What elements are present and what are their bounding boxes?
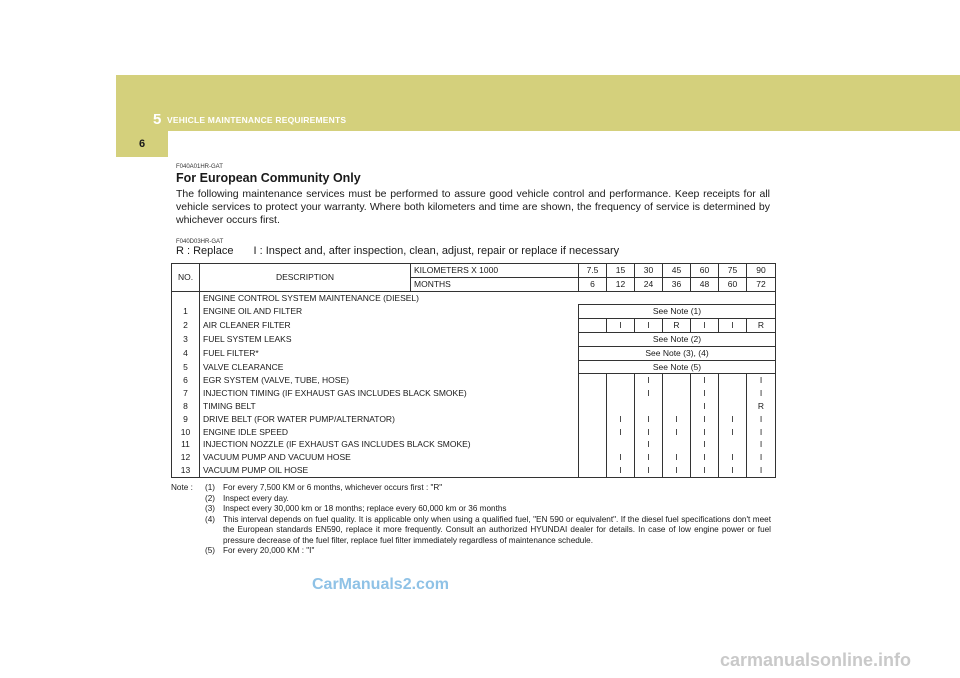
row-description: TIMING BELT: [200, 400, 579, 413]
row-description: EGR SYSTEM (VALVE, TUBE, HOSE): [200, 374, 579, 387]
note-text: Inspect every day.: [223, 493, 289, 503]
header-month-cell: 48: [691, 277, 719, 291]
note-text: For every 7,500 KM or 6 months, whichever occurs first : "R": [223, 483, 443, 492]
row-number: 2: [172, 319, 200, 333]
row-number: 3: [172, 332, 200, 346]
schedule-cell: [719, 400, 747, 413]
schedule-cell: [579, 451, 607, 464]
section-code: F040A01HR-GAT: [176, 164, 223, 170]
row-description: VACUUM PUMP OIL HOSE: [200, 464, 579, 477]
schedule-cell: [663, 438, 691, 451]
table-row: [172, 451, 776, 464]
schedule-cell: [663, 387, 691, 400]
schedule-cell: I: [607, 451, 635, 464]
schedule-cell: I: [747, 464, 776, 477]
schedule-cell: I: [719, 464, 747, 477]
row-number: 5: [172, 360, 200, 374]
legend-code: F040D03HR-GAT: [176, 239, 224, 245]
header-km-cell: 45: [663, 264, 691, 278]
row-number: 4: [172, 346, 200, 360]
table-row: [172, 400, 776, 413]
row-description: AIR CLEANER FILTER: [200, 319, 579, 333]
row-note: See Note (2): [579, 332, 776, 346]
schedule-cell: I: [719, 319, 747, 333]
schedule-cell: [607, 387, 635, 400]
schedule-cell: I: [663, 426, 691, 439]
header-km-cell: 60: [691, 264, 719, 278]
header-km-cell: 30: [635, 264, 663, 278]
row-number: 13: [172, 464, 200, 477]
schedule-cell: I: [607, 426, 635, 439]
watermark-site: carmanualsonline.info: [720, 650, 912, 670]
row-note: See Note (3), (4): [579, 346, 776, 360]
schedule-cell: [579, 374, 607, 387]
table-row: [172, 438, 776, 451]
note-number: (3): [205, 504, 216, 513]
header-km-cell: 90: [747, 264, 776, 278]
header-no: NO.: [172, 264, 200, 292]
row-description: FUEL FILTER*: [200, 346, 579, 360]
intro-paragraph: The following maintenance services must be performed to assure good vehicle control and performance. Keep receipts for all vehicle services to protect your warranty. Where both kilometers and time are shown, the frequency of service is determined by whichever occurs first.: [176, 188, 770, 226]
maintenance-schedule-table: [171, 263, 776, 478]
schedule-cell: [579, 400, 607, 413]
row-description: INJECTION TIMING (IF EXHAUST GAS INCLUDES BLACK SMOKE): [200, 387, 579, 400]
header-km-cell: 15: [607, 264, 635, 278]
note-item: [205, 494, 771, 505]
schedule-cell: I: [691, 438, 719, 451]
table-row: [172, 374, 776, 387]
schedule-cell: I: [747, 451, 776, 464]
schedule-cell: [635, 400, 663, 413]
row-number: 8: [172, 400, 200, 413]
schedule-cell: [719, 374, 747, 387]
notes-lead: Note :: [171, 483, 193, 492]
schedule-cell: I: [607, 319, 635, 333]
table-row: [172, 360, 776, 374]
schedule-cell: [607, 400, 635, 413]
schedule-cell: [607, 374, 635, 387]
row-number: 1: [172, 305, 200, 319]
schedule-cell: I: [747, 413, 776, 426]
schedule-cell: [579, 426, 607, 439]
schedule-cell: [607, 438, 635, 451]
schedule-cell: I: [663, 464, 691, 477]
note-item: [205, 483, 771, 494]
schedule-cell: I: [635, 319, 663, 333]
header-kilometers-label: KILOMETERS X 1000: [411, 264, 579, 278]
schedule-cell: I: [691, 426, 719, 439]
header-month-cell: 6: [579, 277, 607, 291]
row-note: See Note (5): [579, 360, 776, 374]
legend: [176, 245, 619, 257]
note-text: This interval depends on fuel quality. It is applicable only when using a qualified fuel, "EN 590 or equivalent". If the diesel fuel specifications don't meet the European standards EN590, replace it more frequently. Consult an authorized HYUNDAI dealer for details. In case of low engine power or fuel pressure decrease of the fuel filter, replace fuel filter immediately regardless of maintenance schedule.: [223, 514, 771, 545]
schedule-cell: I: [719, 451, 747, 464]
note-number: (4): [205, 514, 216, 524]
row-description: ENGINE IDLE SPEED: [200, 426, 579, 439]
header-month-cell: 24: [635, 277, 663, 291]
schedule-cell: I: [747, 374, 776, 387]
note-number: (5): [205, 546, 216, 555]
schedule-cell: I: [635, 374, 663, 387]
schedule-cell: [579, 413, 607, 426]
schedule-cell: I: [635, 438, 663, 451]
schedule-cell: I: [691, 451, 719, 464]
schedule-cell: I: [607, 413, 635, 426]
header-km-cell: 75: [719, 264, 747, 278]
schedule-cell: I: [691, 374, 719, 387]
legend-replace: R : Replace: [176, 245, 234, 257]
note-text: Inspect every 30,000 km or 18 months; replace every 60,000 km or 36 months: [223, 504, 507, 513]
table-row: [172, 305, 776, 319]
schedule-cell: I: [635, 387, 663, 400]
row-description: DRIVE BELT (FOR WATER PUMP/ALTERNATOR): [200, 413, 579, 426]
header-month-cell: 72: [747, 277, 776, 291]
table-row: [172, 332, 776, 346]
page-number: 6: [138, 138, 146, 150]
row-number: 6: [172, 374, 200, 387]
schedule-cell: R: [747, 400, 776, 413]
chapter-number: 5: [153, 111, 162, 128]
header-month-cell: 60: [719, 277, 747, 291]
schedule-cell: [579, 438, 607, 451]
table-row: [172, 387, 776, 400]
row-description: INJECTION NOZZLE (IF EXHAUST GAS INCLUDES BLACK SMOKE): [200, 438, 579, 451]
schedule-cell: I: [691, 319, 719, 333]
schedule-cell: I: [635, 413, 663, 426]
note-item: [205, 546, 771, 557]
header-month-cell: 12: [607, 277, 635, 291]
schedule-cell: [719, 387, 747, 400]
schedule-cell: [579, 387, 607, 400]
header-months-label: MONTHS: [411, 277, 579, 291]
note-text: For every 20,000 KM : "I": [223, 546, 315, 555]
schedule-cell: I: [635, 464, 663, 477]
schedule-cell: I: [747, 387, 776, 400]
note-number: (2): [205, 493, 216, 503]
schedule-cell: I: [607, 464, 635, 477]
header-description: DESCRIPTION: [200, 264, 411, 292]
watermark-link[interactable]: CarManuals2.com: [312, 576, 449, 593]
schedule-cell: I: [663, 413, 691, 426]
row-number: 11: [172, 438, 200, 451]
header-km-cell: 7.5: [579, 264, 607, 278]
schedule-cell: I: [691, 400, 719, 413]
row-description: VALVE CLEARANCE: [200, 360, 579, 374]
row-description: VACUUM PUMP AND VACUUM HOSE: [200, 451, 579, 464]
row-note: See Note (1): [579, 305, 776, 319]
schedule-cell: [579, 464, 607, 477]
schedule-cell: I: [691, 464, 719, 477]
schedule-cell: I: [663, 451, 691, 464]
header-month-cell: 36: [663, 277, 691, 291]
schedule-cell: I: [691, 413, 719, 426]
row-description: FUEL SYSTEM LEAKS: [200, 332, 579, 346]
table-row: [172, 426, 776, 439]
row-description: ENGINE OIL AND FILTER: [200, 305, 579, 319]
row-number: 7: [172, 387, 200, 400]
schedule-cell: I: [747, 438, 776, 451]
note-item: [205, 515, 771, 547]
header-row-km: [172, 264, 776, 278]
row-number: 9: [172, 413, 200, 426]
schedule-cell: [579, 319, 607, 333]
row-number: 10: [172, 426, 200, 439]
schedule-cell: I: [635, 426, 663, 439]
table-row: [172, 346, 776, 360]
legend-inspect: I : Inspect and, after inspection, clean, adjust, repair or replace if necessary: [253, 245, 620, 257]
schedule-cell: I: [691, 387, 719, 400]
schedule-cell: R: [663, 319, 691, 333]
table-row: [172, 319, 776, 333]
table-row: [172, 413, 776, 426]
schedule-cell: I: [719, 413, 747, 426]
schedule-cell: R: [747, 319, 776, 333]
group-row: [172, 291, 776, 305]
schedule-cell: I: [719, 426, 747, 439]
schedule-cell: [663, 400, 691, 413]
schedule-cell: [663, 374, 691, 387]
note-number: (1): [205, 483, 216, 492]
note-item: [205, 504, 771, 515]
schedule-cell: [719, 438, 747, 451]
section-title: For European Community Only: [176, 171, 361, 185]
row-number: 12: [172, 451, 200, 464]
table-row: [172, 464, 776, 477]
schedule-cell: I: [635, 451, 663, 464]
group-title: ENGINE CONTROL SYSTEM MAINTENANCE (DIESEL): [200, 291, 776, 305]
chapter-title: VEHICLE MAINTENANCE REQUIREMENTS: [167, 115, 347, 125]
schedule-cell: I: [747, 426, 776, 439]
